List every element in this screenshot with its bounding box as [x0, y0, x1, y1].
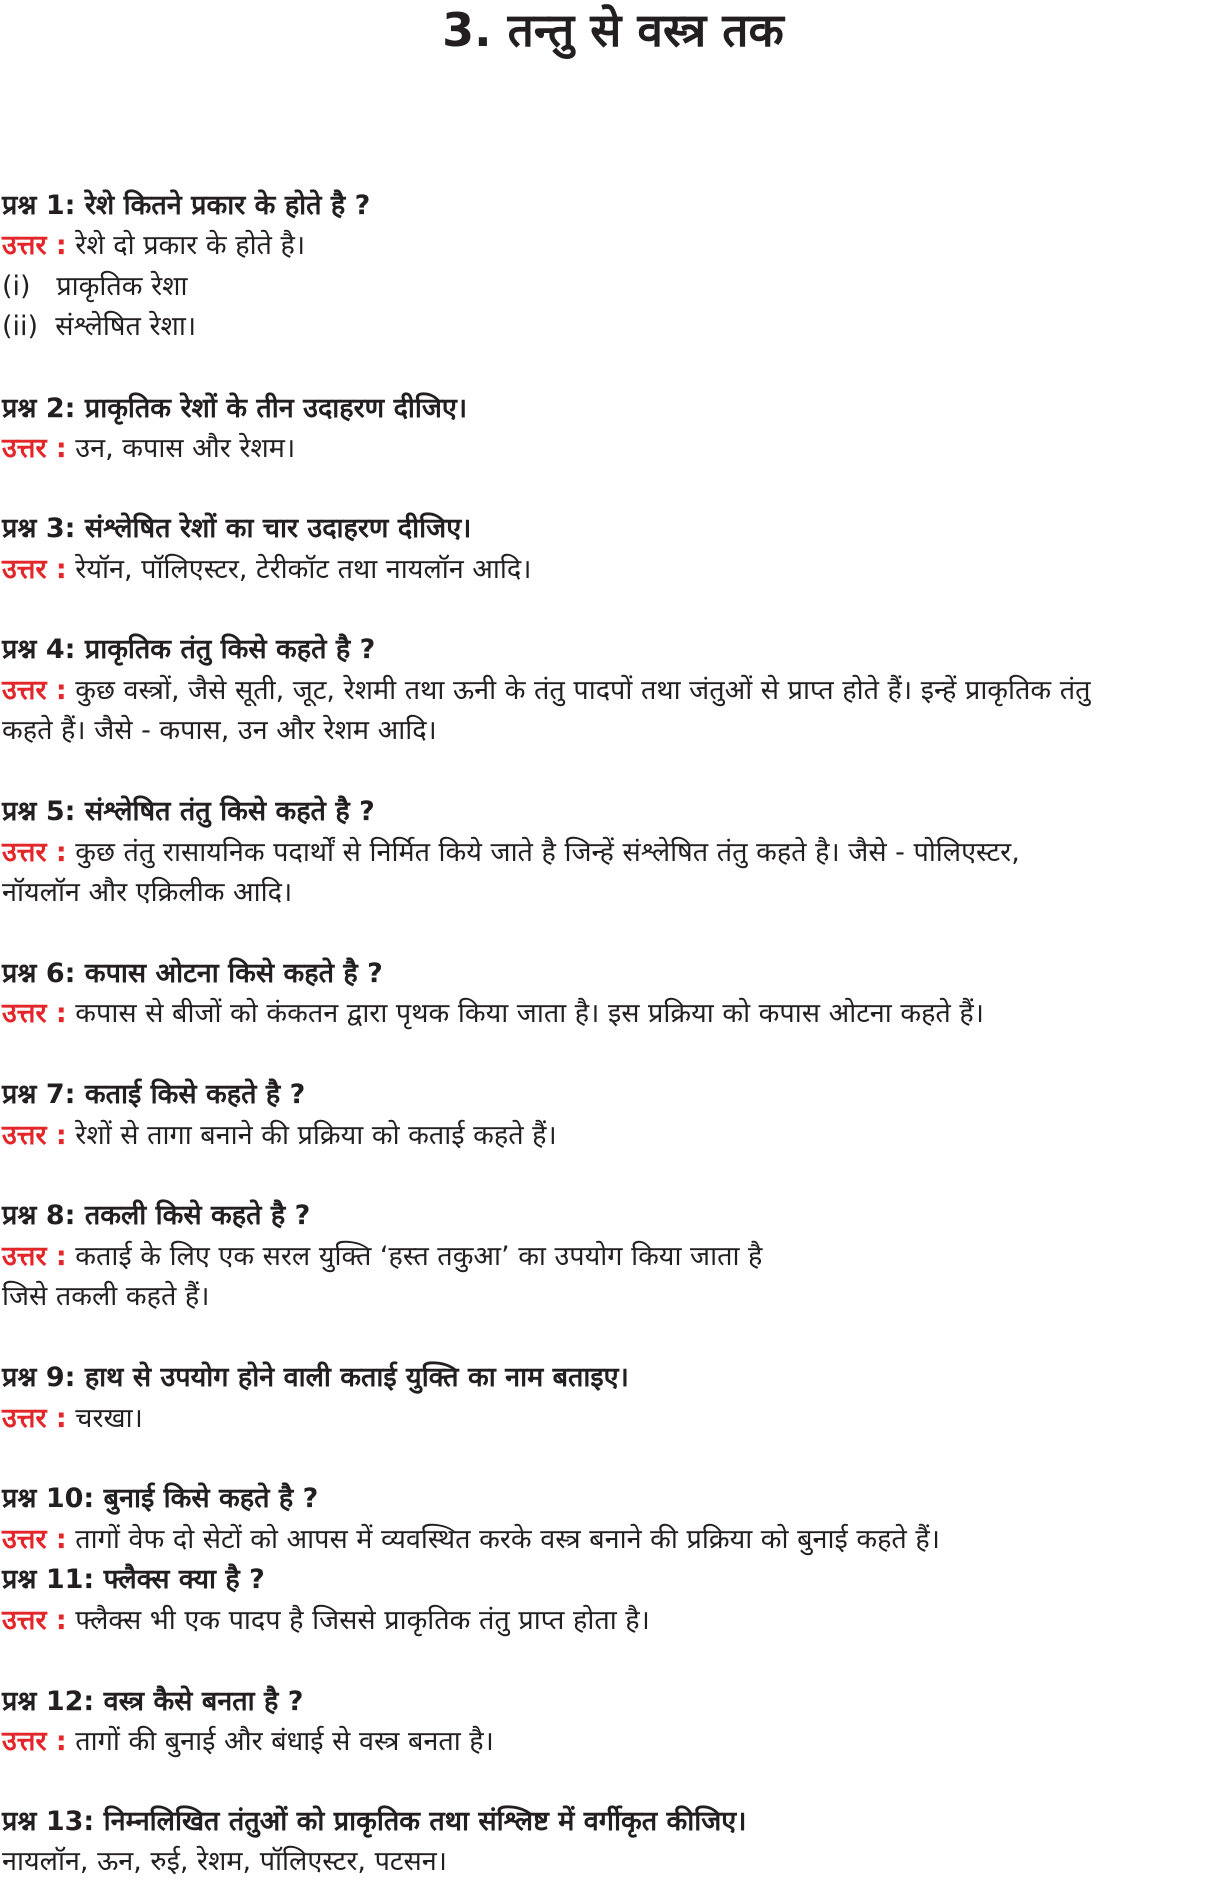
answer-label: उत्तर : [2, 230, 67, 261]
answer-label: उत्तर : [2, 1120, 67, 1151]
answer-text: कुछ वस्त्रों, जैसे सूती, जूट, रेशमी तथा ऊनी के तंतु पादपों तथा जंतुओं से प्राप्त होते हैं। इन्हें प्राकृतिक तंतु [75, 675, 1091, 706]
answer-1-item-1: (i) प्राकृतिक रेशा [2, 271, 188, 302]
answer-label: उत्तर : [2, 1605, 67, 1636]
answer-text: चरखा। [75, 1403, 143, 1434]
answer-4-continued: कहते हैं। जैसे - कपास, उन और रेशम आदि। [2, 715, 437, 746]
answer-5-continued: नॉयलॉन और एक्रिलीक आदि। [2, 877, 293, 908]
answer-1-item-2: (ii) संश्लेषित रेशा। [2, 311, 197, 342]
question-4: प्रश्न 4: प्राकृतिक तंतु किसे कहते है ? [2, 634, 376, 665]
answer-text: तागों वेफ दो सेटों को आपस में व्यवस्थित करके वस्त्र बनाने की प्रक्रिया को बुनाई कहते हैं। [75, 1524, 940, 1555]
answer-12 [2, 1723, 494, 1761]
answer-label: उत्तर : [2, 1241, 67, 1272]
question-7: प्रश्न 7: कताई किसे कहते है ? [2, 1079, 306, 1110]
answer-text: रेशे दो प्रकार के होते है। [75, 230, 306, 261]
answer-8-continued: जिसे तकली कहते हैं। [2, 1281, 210, 1312]
answer-label: उत्तर : [2, 433, 67, 464]
question-9: प्रश्न 9: हाथ से उपयोग होने वाली कताई युक्ति का नाम बताइए। [2, 1362, 629, 1393]
answer-8 [2, 1238, 762, 1276]
question-8: प्रश्न 8: तकली किसे कहते है ? [2, 1200, 311, 1231]
answer-text: कुछ तंतु रासायनिक पदार्थों से निर्मित किये जाते है जिन्हें संश्लेषित तंतु कहते है। जैसे - पोलिएस्टर, [75, 837, 1020, 868]
answer-3 [2, 551, 531, 589]
answer-5 [2, 834, 1020, 872]
question-6: प्रश्न 6: कपास ओटना किसे कहते है ? [2, 958, 383, 989]
answer-1 [2, 227, 305, 265]
answer-text: उन, कपास और रेशम। [75, 433, 296, 464]
answer-label: उत्तर : [2, 1726, 67, 1757]
question-13-list: नायलॉन, ऊन, रुई, रेशम, पॉलिएस्टर, पटसन। [2, 1846, 448, 1877]
answer-2 [2, 430, 295, 468]
question-12: प्रश्न 12: वस्त्र कैसे बनता है ? [2, 1686, 304, 1717]
answer-label: उत्तर : [2, 675, 67, 706]
answer-text: फ्लैक्स भी एक पादप है जिससे प्राकृतिक तंतु प्राप्त होता है। [75, 1605, 650, 1636]
answer-10 [2, 1521, 940, 1559]
answer-label: उत्तर : [2, 837, 67, 868]
question-1: प्रश्न 1: रेशे कितने प्रकार के होते है ? [2, 190, 371, 221]
question-5: प्रश्न 5: संश्लेषित तंतु किसे कहते है ? [2, 796, 375, 827]
answer-text: तागों की बुनाई और बंधाई से वस्त्र बनता है। [75, 1726, 494, 1757]
question-13: प्रश्न 13: निम्नलिखित तंतुओं को प्राकृतिक तथा संश्लिष्ट में वर्गीकृत कीजिए। [2, 1806, 747, 1837]
answer-9 [2, 1400, 143, 1438]
answer-4 [2, 672, 1091, 710]
answer-label: उत्तर : [2, 1524, 67, 1555]
answer-text: कताई के लिए एक सरल युक्ति ‘हस्त तकुआ’ का उपयोग किया जाता है [75, 1241, 763, 1272]
answer-7 [2, 1117, 557, 1155]
answer-text: रेयॉन, पॉलिएस्टर, टेरीकॉट तथा नायलॉन आदि। [75, 554, 532, 585]
answer-label: उत्तर : [2, 554, 67, 585]
question-3: प्रश्न 3: संश्लेषित रेशों का चार उदाहरण दीजिए। [2, 513, 472, 544]
answer-label: उत्तर : [2, 1403, 67, 1434]
answer-6 [2, 995, 984, 1033]
answer-text: कपास से बीजों को कंकतन द्वारा पृथक किया जाता है। इस प्रक्रिया को कपास ओटना कहते हैं। [75, 998, 984, 1029]
page-title: 3. तन्तु से वस्त्र तक [442, 3, 784, 57]
answer-text: रेशों से तागा बनाने की प्रक्रिया को कताई कहते हैं। [75, 1120, 557, 1151]
question-2: प्रश्न 2: प्राकृतिक रेशों के तीन उदाहरण दीजिए। [2, 393, 468, 424]
question-11: प्रश्न 11: फ्लैक्स क्या है ? [2, 1564, 265, 1595]
question-10: प्रश्न 10: बुनाई किसे कहते है ? [2, 1483, 319, 1514]
answer-label: उत्तर : [2, 998, 67, 1029]
answer-11 [2, 1602, 650, 1640]
